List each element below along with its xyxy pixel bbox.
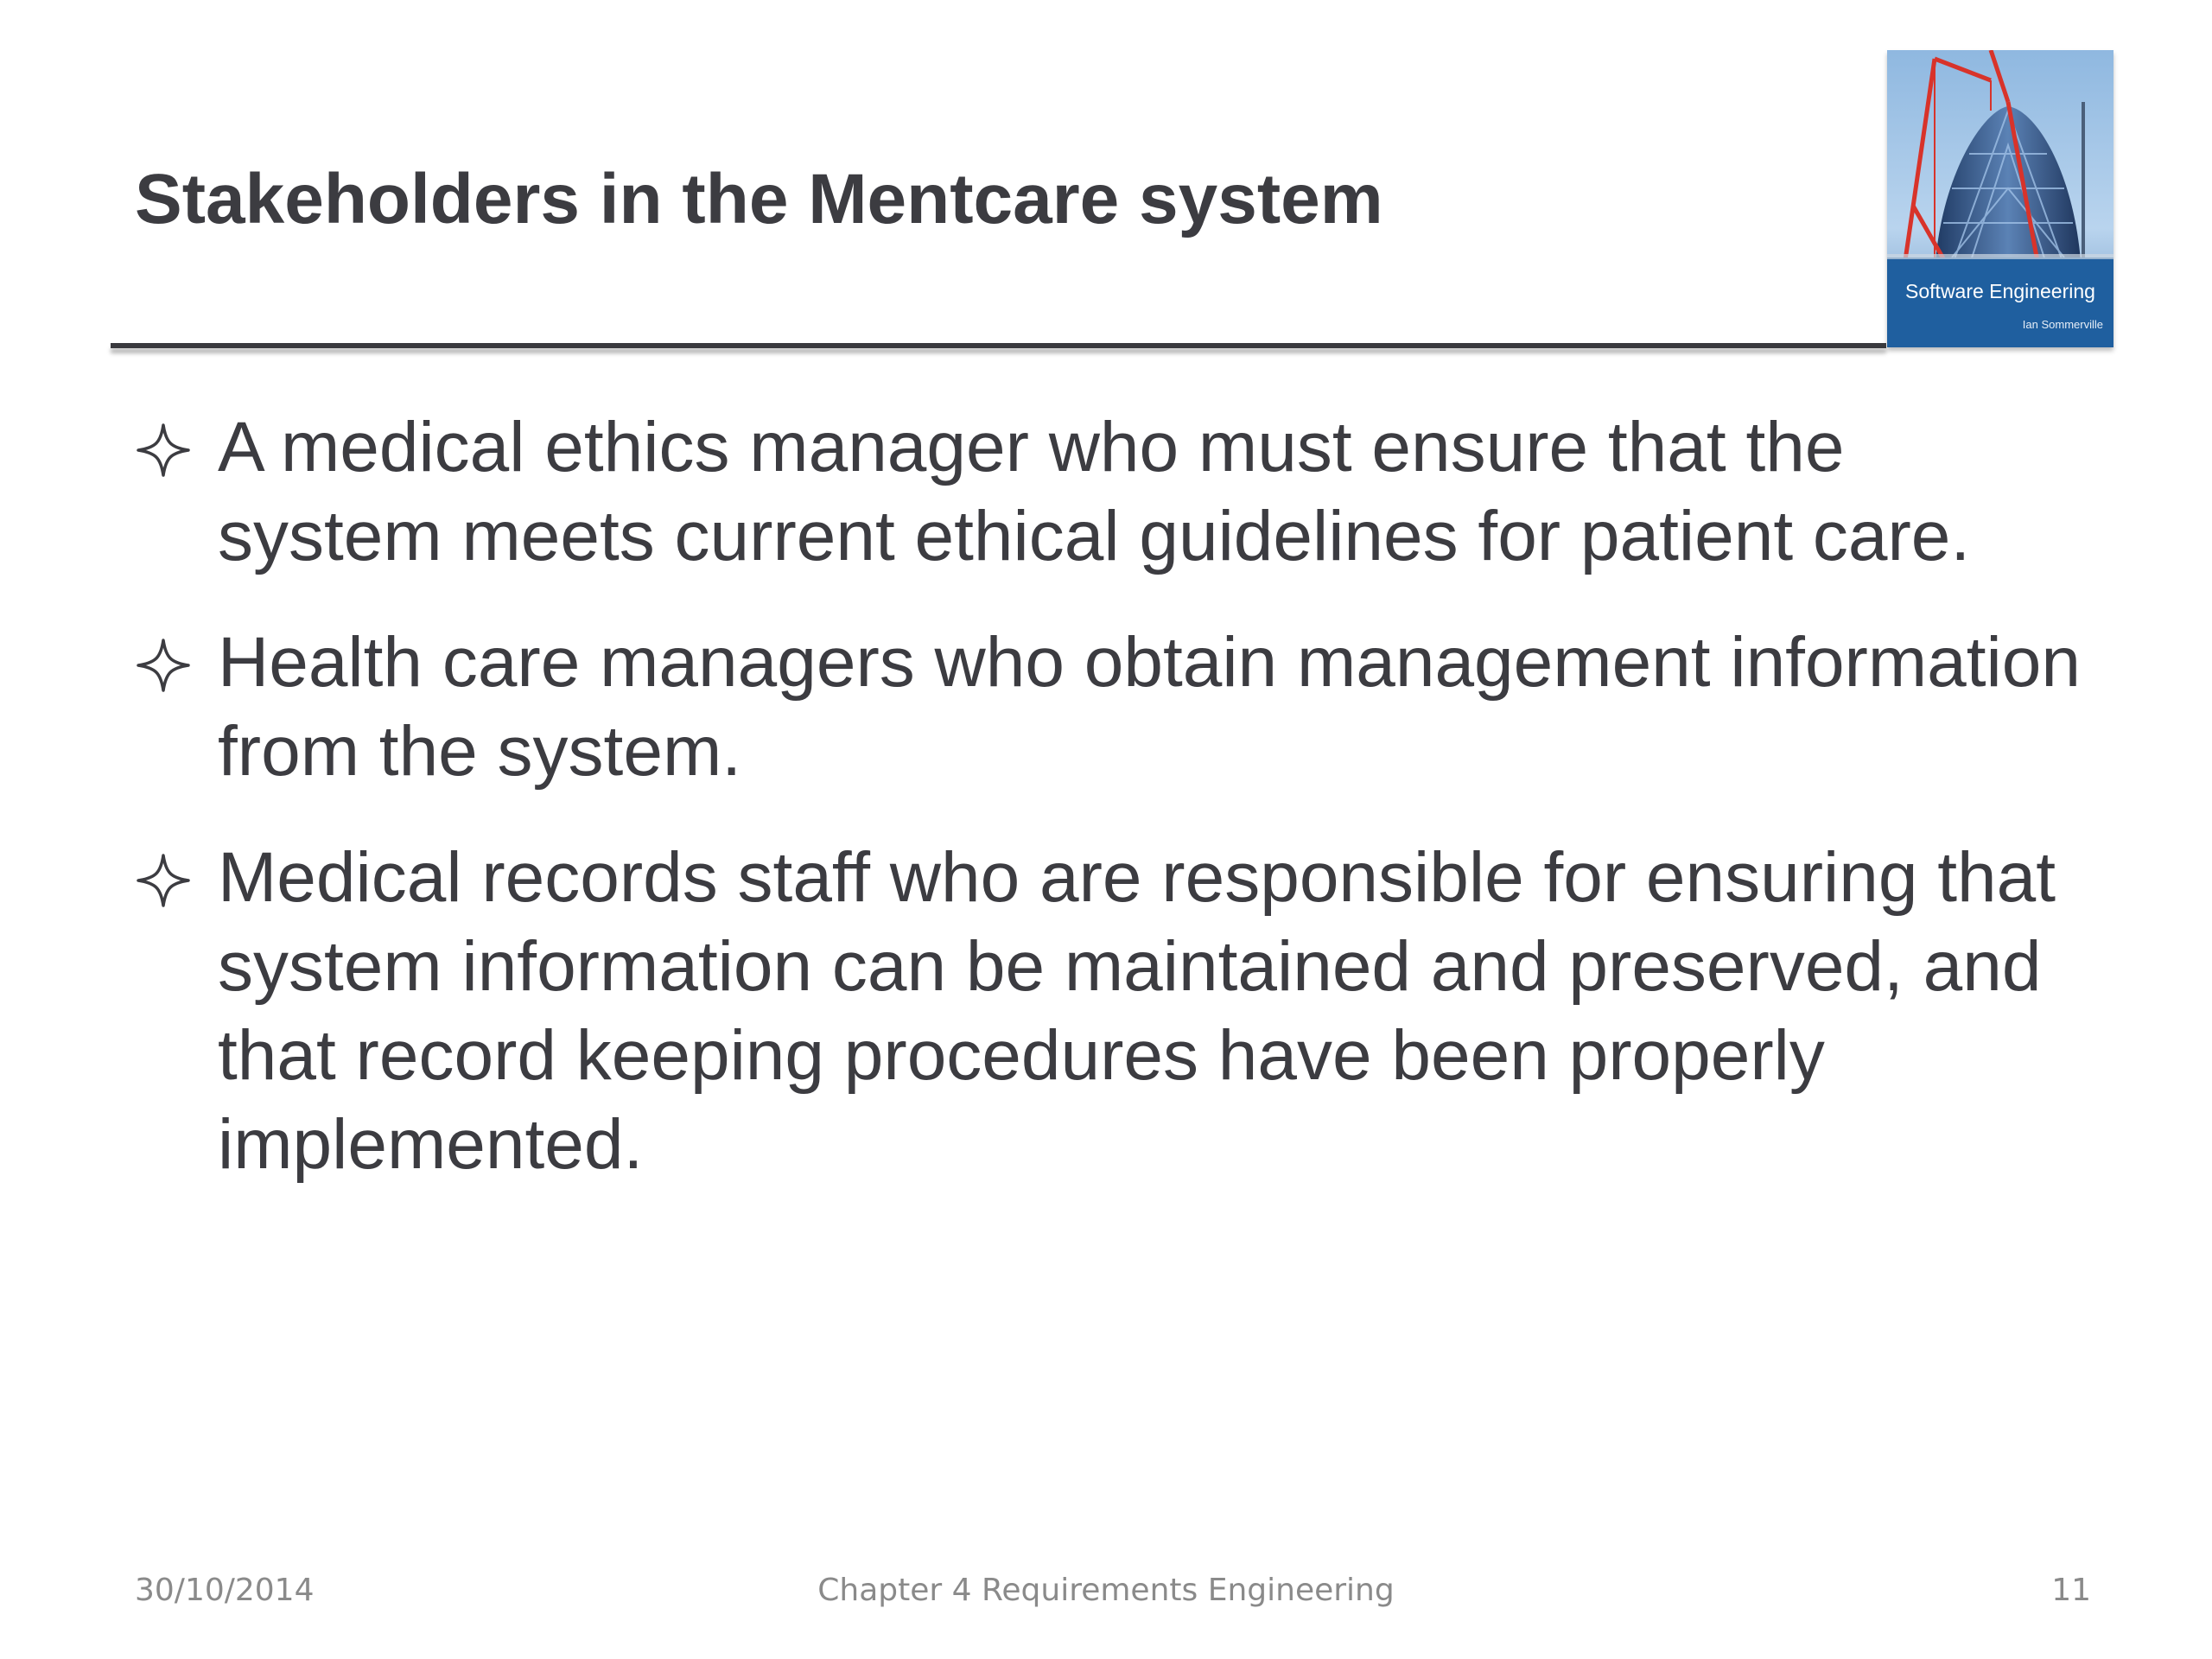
- four-point-star-icon: [135, 637, 192, 694]
- footer-date: 30/10/2014: [135, 1573, 315, 1608]
- bullet-item: [135, 618, 2088, 796]
- footer-page-number: 11: [2051, 1573, 2091, 1608]
- bullet-list: [135, 403, 2088, 1226]
- book-cover-author: Ian Sommerville: [2022, 318, 2103, 331]
- book-cover-title: Software Engineering: [1905, 280, 2095, 302]
- bullet-item: [135, 833, 2088, 1189]
- title-divider: [111, 343, 1886, 348]
- four-point-star-icon: [135, 422, 192, 479]
- footer-chapter: Chapter 4 Requirements Engineering: [817, 1573, 1395, 1608]
- book-cover-image: [1887, 50, 2113, 347]
- slide-title: Stakeholders in the Mentcare system: [135, 160, 1383, 238]
- bullet-item: [135, 403, 2088, 581]
- bullet-text: Medical records staff who are responsible for ensuring that system information can be maintained and preserved, and that record keeping procedures have been properly implemented.: [218, 838, 2056, 1184]
- bullet-text: A medical ethics manager who must ensure that the system meets current ethical guidelines for patient care.: [218, 408, 1971, 575]
- four-point-star-icon: [135, 852, 192, 909]
- bullet-text: Health care managers who obtain management information from the system.: [218, 623, 2081, 791]
